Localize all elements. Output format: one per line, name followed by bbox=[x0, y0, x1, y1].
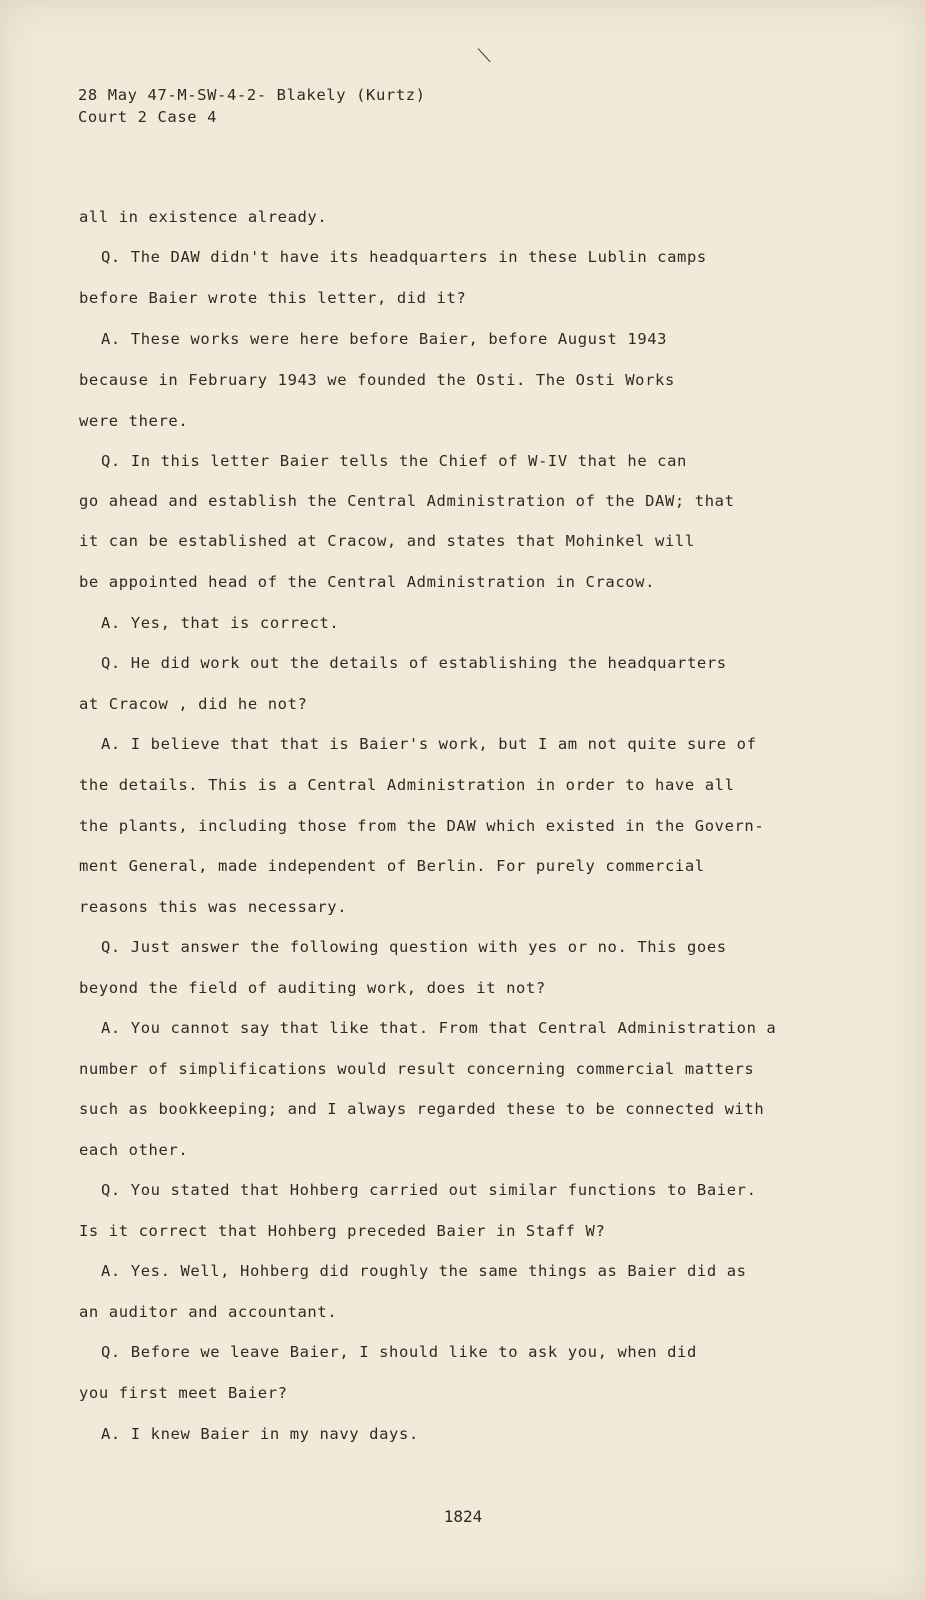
transcript-line: Q. The DAW didn't have its headquarters in these Lublin camps bbox=[101, 248, 707, 266]
transcript-line: each other. bbox=[79, 1141, 189, 1159]
transcript-line: be appointed head of the Central Administration in Cracow. bbox=[79, 573, 656, 591]
transcript-line: because in February 1943 we founded the Osti. The Osti Works bbox=[79, 371, 675, 389]
transcript-line: number of simplifications would result concerning commercial matters bbox=[79, 1060, 755, 1078]
transcript-line: reasons this was necessary. bbox=[79, 898, 348, 916]
header-court-case: Court 2 Case 4 bbox=[78, 108, 218, 126]
transcript-line: A. I believe that that is Baier's work, but I am not quite sure of bbox=[101, 735, 757, 753]
pen-mark bbox=[477, 48, 490, 62]
transcript-line: at Cracow , did he not? bbox=[79, 695, 308, 713]
transcript-line: were there. bbox=[79, 412, 189, 430]
transcript-line: beyond the field of auditing work, does it not? bbox=[79, 979, 546, 997]
transcript-line: A. Yes, that is correct. bbox=[101, 614, 340, 632]
transcript-line: the details. This is a Central Administration in order to have all bbox=[79, 776, 735, 794]
header-reference: 28 May 47-M-SW-4-2- Blakely (Kurtz) bbox=[78, 86, 426, 104]
page-number: 1824 bbox=[443, 1507, 483, 1526]
transcript-line: Q. Just answer the following question with yes or no. This goes bbox=[101, 938, 727, 956]
transcript-line: before Baier wrote this letter, did it? bbox=[79, 289, 467, 307]
transcript-line: such as bookkeeping; and I always regarded these to be connected with bbox=[79, 1100, 765, 1118]
transcript-line: it can be established at Cracow, and states that Mohinkel will bbox=[79, 532, 695, 550]
transcript-line: A. I knew Baier in my navy days. bbox=[101, 1425, 419, 1443]
transcript-line: Q. He did work out the details of establishing the headquarters bbox=[101, 654, 727, 672]
transcript-line: the plants, including those from the DAW which existed in the Govern- bbox=[79, 817, 765, 835]
transcript-line: go ahead and establish the Central Administration of the DAW; that bbox=[79, 492, 735, 510]
transcript-line: A. These works were here before Baier, before August 1943 bbox=[101, 330, 668, 348]
transcript-line: an auditor and accountant. bbox=[79, 1303, 338, 1321]
transcript-line: Q. In this letter Baier tells the Chief of W-IV that he can bbox=[101, 452, 687, 470]
transcript-line: Is it correct that Hohberg preceded Baier in Staff W? bbox=[79, 1222, 606, 1240]
transcript-line: you first meet Baier? bbox=[79, 1384, 288, 1402]
transcript-line: all in existence already. bbox=[79, 208, 328, 226]
transcript-line: Q. You stated that Hohberg carried out similar functions to Baier. bbox=[101, 1181, 757, 1199]
transcript-line: A. Yes. Well, Hohberg did roughly the same things as Baier did as bbox=[101, 1262, 747, 1280]
transcript-line: ment General, made independent of Berlin. For purely commercial bbox=[79, 857, 705, 875]
transcript-line: A. You cannot say that like that. From that Central Administration a bbox=[101, 1019, 777, 1037]
transcript-line: Q. Before we leave Baier, I should like to ask you, when did bbox=[101, 1343, 697, 1361]
